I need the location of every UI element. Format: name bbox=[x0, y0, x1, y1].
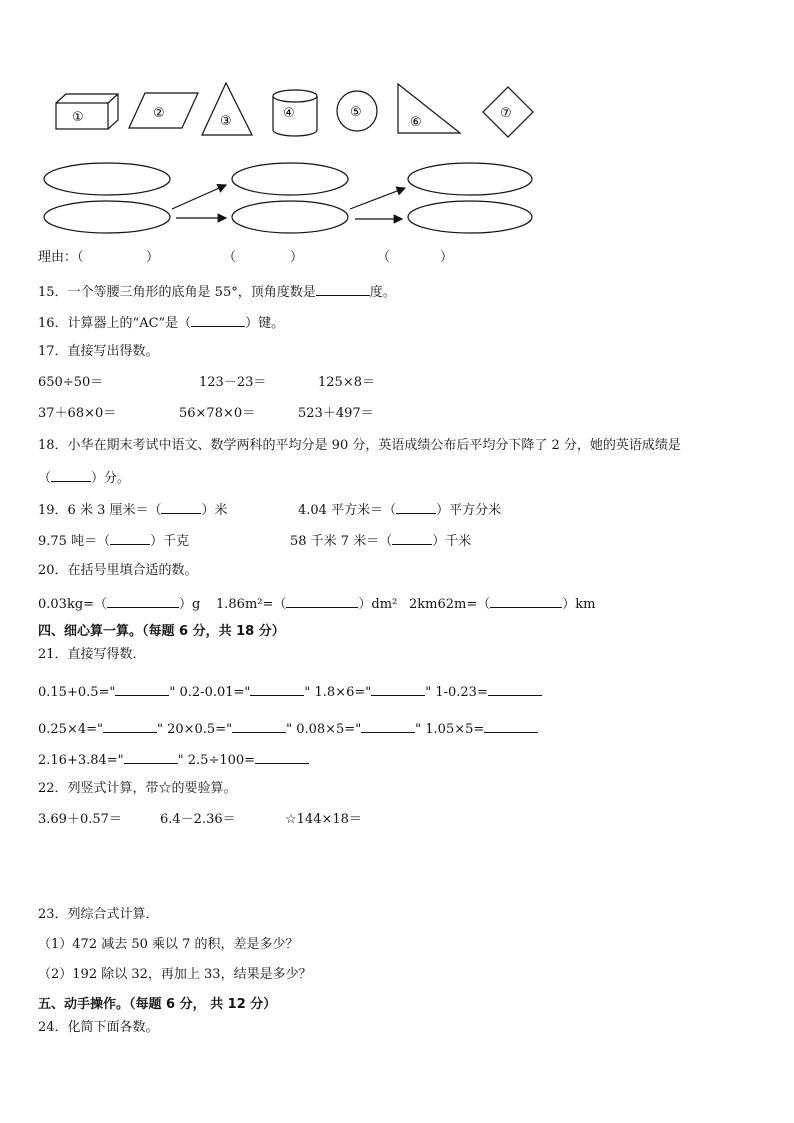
shape-number-4: ④ bbox=[283, 106, 295, 121]
answer-blank[interactable] bbox=[396, 500, 436, 514]
answer-blank[interactable] bbox=[490, 594, 562, 608]
reason-paren-close: ） bbox=[146, 250, 160, 265]
answer-blank[interactable] bbox=[392, 531, 432, 545]
question-20-item: 2km62m=（ ）km bbox=[409, 594, 595, 613]
calc-item: 37＋68×0＝ bbox=[38, 406, 117, 421]
question-19-item: 19．6 米 3 厘米＝（ ）米 bbox=[38, 500, 228, 519]
calc-item: 123－23＝ bbox=[199, 375, 267, 390]
answer-blank[interactable] bbox=[110, 531, 150, 545]
question-21-row: 2.16+3.84=" " 2.5÷100= bbox=[38, 750, 309, 769]
answer-blank[interactable] bbox=[250, 682, 304, 696]
reason-paren-close: ） bbox=[440, 250, 454, 265]
question-18: 18．小华在期末考试中语文、数学两科的平均分是 90 分，英语成绩公布后平均分下降了 2 分，她的英语成绩是 bbox=[38, 438, 681, 453]
question-17-title: 17．直接写出得数。 bbox=[38, 344, 159, 359]
question-20-item: 1.86m²=（ ）dm² bbox=[216, 594, 397, 613]
answer-blank[interactable] bbox=[488, 682, 542, 696]
classify-ellipse bbox=[44, 163, 170, 195]
reason-paren-open: （ bbox=[377, 250, 391, 265]
reason-label: 理由：（ bbox=[38, 250, 84, 265]
question-23-sub: （2）192 除以 32，再加上 33，结果是多少？ bbox=[38, 967, 312, 982]
answer-blank[interactable] bbox=[316, 282, 370, 296]
question-19-item: 4.04 平方米＝（ ）平方分米 bbox=[298, 500, 501, 519]
shapes-figure bbox=[0, 0, 794, 260]
section-5-heading: 五、动手操作。（每题 6 分， 共 12 分） bbox=[38, 997, 277, 1012]
answer-blank[interactable] bbox=[161, 500, 201, 514]
question-24-title: 24．化简下面各数。 bbox=[38, 1020, 159, 1035]
shape-number-1: ① bbox=[72, 110, 84, 125]
classify-ellipse bbox=[232, 163, 348, 195]
shape-number-7: ⑦ bbox=[500, 106, 512, 121]
shape-number-6: ⑥ bbox=[410, 115, 422, 130]
question-23-title: 23．列综合式计算． bbox=[38, 907, 159, 922]
question-21-title: 21．直接写得数． bbox=[38, 647, 146, 662]
cuboid-shape bbox=[56, 94, 118, 129]
classify-ellipse bbox=[232, 201, 348, 233]
classify-ellipse bbox=[408, 163, 532, 195]
question-22-title: 22．列竖式计算，带☆的要验算。 bbox=[38, 781, 237, 796]
question-18-answer: （ ）分。 bbox=[38, 468, 130, 487]
question-23-sub: （1）472 减去 50 乘以 7 的积，差是多少？ bbox=[38, 937, 299, 952]
right-triangle-shape bbox=[398, 84, 460, 133]
question-21-row: 0.25×4=" " 20×0.5=" " 0.08×5=" " 1.05×5= bbox=[38, 719, 538, 738]
answer-blank[interactable] bbox=[124, 750, 178, 764]
answer-blank[interactable] bbox=[232, 719, 286, 733]
calc-item: 125×8＝ bbox=[318, 375, 375, 390]
reason-paren-close: ） bbox=[290, 250, 304, 265]
answer-blank[interactable] bbox=[371, 682, 425, 696]
question-19-item: 58 千米 7 米＝（ ）千米 bbox=[290, 531, 471, 550]
answer-blank[interactable] bbox=[107, 594, 179, 608]
answer-blank[interactable] bbox=[103, 719, 157, 733]
calc-item: 650÷50＝ bbox=[38, 375, 104, 390]
calc-item: 56×78×0＝ bbox=[179, 406, 256, 421]
calc-item: 6.4－2.36＝ bbox=[160, 812, 236, 827]
answer-blank[interactable] bbox=[484, 719, 538, 733]
arrow bbox=[350, 188, 405, 209]
question-20-title: 20．在括号里填合适的数。 bbox=[38, 563, 198, 578]
classify-ellipse bbox=[408, 201, 532, 233]
shape-number-2: ② bbox=[153, 106, 165, 121]
answer-blank[interactable] bbox=[255, 750, 309, 764]
answer-blank[interactable] bbox=[51, 468, 91, 482]
answer-blank[interactable] bbox=[191, 313, 245, 327]
question-21-row: 0.15+0.5=" " 0.2-0.01=" " 1.8×6=" " 1-0.23= bbox=[38, 682, 542, 701]
question-19-item: 9.75 吨＝（ ）千克 bbox=[38, 531, 189, 550]
calc-item: 523＋497＝ bbox=[298, 406, 374, 421]
question-16: 16．计算器上的“AC”是（ ）键。 bbox=[38, 313, 284, 332]
question-20-item: 0.03kg=（ ）g bbox=[38, 594, 200, 613]
classify-ellipse bbox=[44, 201, 170, 233]
answer-blank[interactable] bbox=[286, 594, 358, 608]
calc-item: 3.69＋0.57＝ bbox=[38, 812, 122, 827]
answer-blank[interactable] bbox=[115, 682, 169, 696]
question-15: 15．一个等腰三角形的底角是 55°，顶角度数是 度。 bbox=[38, 282, 396, 301]
section-4-heading: 四、细心算一算。（每题 6 分，共 18 分） bbox=[38, 624, 285, 639]
shape-number-3: ③ bbox=[220, 114, 232, 129]
shape-number-5: ⑤ bbox=[350, 105, 362, 120]
reason-paren-open: （ bbox=[223, 250, 237, 265]
arrow bbox=[172, 185, 226, 209]
answer-blank[interactable] bbox=[361, 719, 415, 733]
cylinder-shape bbox=[273, 90, 317, 136]
calc-item: ☆144×18＝ bbox=[285, 812, 362, 827]
